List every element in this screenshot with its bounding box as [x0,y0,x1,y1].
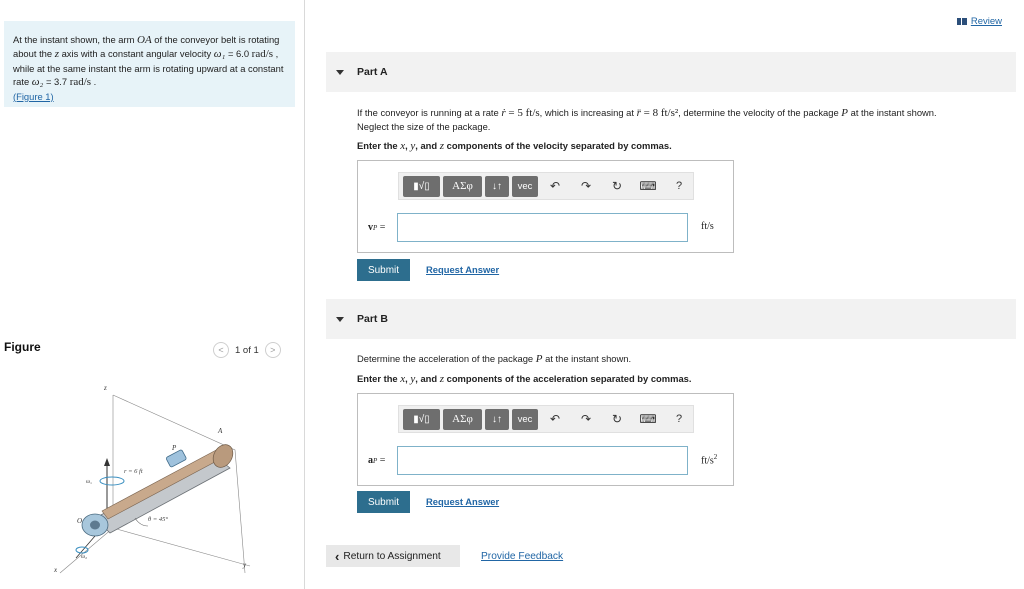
instr-text: , [405,373,411,384]
part-b-answer-box [357,393,734,486]
part-a-instructions [357,140,672,152]
label-x: x [54,566,58,574]
label-w2: ω₂ [81,554,88,560]
omega2-ring [76,547,88,553]
question-text: at the instant shown. [848,107,937,118]
var-symbol: a [368,455,373,466]
package-box [166,449,187,467]
question-text: , determine the velocity of the package [678,107,842,118]
package-symbol: P [841,107,849,119]
label-p: P [172,444,177,452]
instr-text: Enter the [357,140,401,151]
vector-button[interactable]: vec [512,176,538,197]
figure-title: Figure [4,340,41,354]
instr-y: y [410,373,416,385]
label-a: A [218,427,223,435]
instr-text: , and [415,140,440,151]
rddot-value: = 8 ft/s² [640,107,679,119]
angle-arc [135,518,148,526]
arm-symbol: OA [137,34,152,46]
figure-pager [213,342,281,358]
part-a-title: Part A [357,66,388,78]
collapse-caret-icon [336,317,344,322]
part-b-title: Part B [357,313,388,325]
part-b-submit-button[interactable]: Submit [357,491,410,513]
provide-feedback-link[interactable]: Provide Feedback [481,551,564,562]
label-o: O [77,517,83,525]
left-panel [0,0,305,589]
collapse-caret-icon [336,70,344,75]
problem-text: of the conveyor belt is rotating about the [13,34,280,60]
rdot-value: = 5 ft/s [505,107,540,119]
reset-icon[interactable]: ↻ [611,179,623,193]
label-w1: ω₁ [86,479,93,485]
instr-text: components of the velocity separated by commas. [444,140,672,151]
var-subscript: P [373,224,378,232]
unit-base: ft/s [701,455,714,467]
instr-text: Enter the [357,373,401,384]
figure-link[interactable]: (Figure 1) [13,90,54,102]
instr-y: y [410,140,416,152]
unit-exponent: 2 [713,453,718,461]
rdot-symbol: ṙ [501,107,506,119]
question-note: Neglect the size of the package. [357,121,491,132]
acceleration-variable-label [368,455,385,466]
part-b-header[interactable] [326,299,1016,339]
label-z: z [104,384,107,392]
subscript-button[interactable]: ↓↑ [485,409,509,430]
rddot-symbol: r̈ [636,107,641,119]
part-a-request-answer-link[interactable]: Request Answer [426,264,500,275]
templates-button[interactable]: ▮√▯ [403,409,440,430]
conveyor-figure [40,378,280,578]
return-to-assignment-button[interactable] [326,545,460,567]
velocity-unit: ft/s [701,221,714,232]
return-label: Return to Assignment [343,550,441,562]
instr-text: , [405,140,411,151]
instr-text: components of the acceleration separated by commas. [444,373,692,384]
problem-text: . [91,76,97,88]
math-toolbar [398,405,694,433]
part-b-question [357,352,631,366]
axis-symbol: z [54,48,59,61]
hub-center [90,521,100,530]
acceleration-answer-input[interactable] [397,446,688,475]
omega2-unit: rad/s [69,76,92,89]
z-arrowhead [104,458,110,466]
var-equals: = [377,222,386,233]
label-y: y [243,561,247,569]
figure-page-indicator: 1 of 1 [235,344,259,356]
templates-button[interactable]: ▮√▯ [403,176,440,197]
var-equals: = [377,455,386,466]
instr-z: z [439,373,445,385]
acceleration-unit [701,453,717,466]
reset-icon[interactable]: ↻ [611,412,623,426]
part-a-submit-button[interactable]: Submit [357,259,410,281]
omega1-unit: rad/s [251,48,274,61]
part-b-instructions [357,373,692,385]
redo-icon[interactable]: ↷ [580,412,592,426]
omega2-value: = 3.7 [43,76,70,88]
omega1-ring [100,477,124,485]
var-subscript: P [373,457,378,465]
greek-symbols-button[interactable]: ΑΣφ [443,409,482,430]
keyboard-icon[interactable]: ⌨ [639,412,657,426]
review-link[interactable]: Review [970,16,1002,27]
problem-text: At the instant shown, the arm [13,34,138,45]
prev-figure-button[interactable]: < [213,342,229,358]
undo-icon[interactable]: ↶ [549,412,561,426]
instr-x: x [400,140,406,152]
label-theta: θ = 45° [148,516,168,523]
omega1-symbol: ω₁ [213,48,226,61]
review-icon [957,18,967,25]
subscript-button[interactable]: ↓↑ [485,176,509,197]
part-a-question [357,106,937,133]
label-r: r = 6 ft [124,468,143,475]
greek-symbols-button[interactable]: ΑΣφ [443,176,482,197]
problem-text: , while at the same instant the arm is rotating upward at a constant rate [13,48,284,88]
part-a-header[interactable] [326,52,1016,92]
review-link-group[interactable] [957,16,1002,27]
instr-text: , and [415,373,440,384]
y-axis-line [113,528,250,566]
undo-icon[interactable]: ↶ [549,179,561,193]
part-a-answer-box [357,160,734,253]
omega1-value: = 6.0 [225,48,252,60]
redo-icon[interactable]: ↷ [580,179,592,193]
question-text: If the conveyor is running at a rate [357,107,502,118]
part-b-request-answer-link[interactable]: Request Answer [426,496,500,507]
problem-statement [4,21,295,107]
var-symbol: v [368,222,373,233]
keyboard-icon[interactable]: ⌨ [639,179,657,193]
problem-text: axis with a constant angular velocity [58,48,214,60]
help-icon[interactable]: ? [675,180,683,192]
omega2-symbol: ω₂ [31,76,44,89]
velocity-variable-label [368,222,385,233]
math-toolbar [398,172,694,200]
question-text: at the instant shown. [542,353,632,364]
question-text: Determine the acceleration of the package [357,353,536,364]
help-icon[interactable]: ? [675,413,683,425]
package-symbol: P [535,353,543,365]
chevron-left-icon: ‹ [335,548,340,564]
instr-x: x [400,373,406,385]
question-text: , which is increasing at [539,107,637,118]
velocity-answer-input[interactable] [397,213,688,242]
vector-button[interactable]: vec [512,409,538,430]
instr-z: z [439,140,445,152]
next-figure-button[interactable]: > [265,342,281,358]
